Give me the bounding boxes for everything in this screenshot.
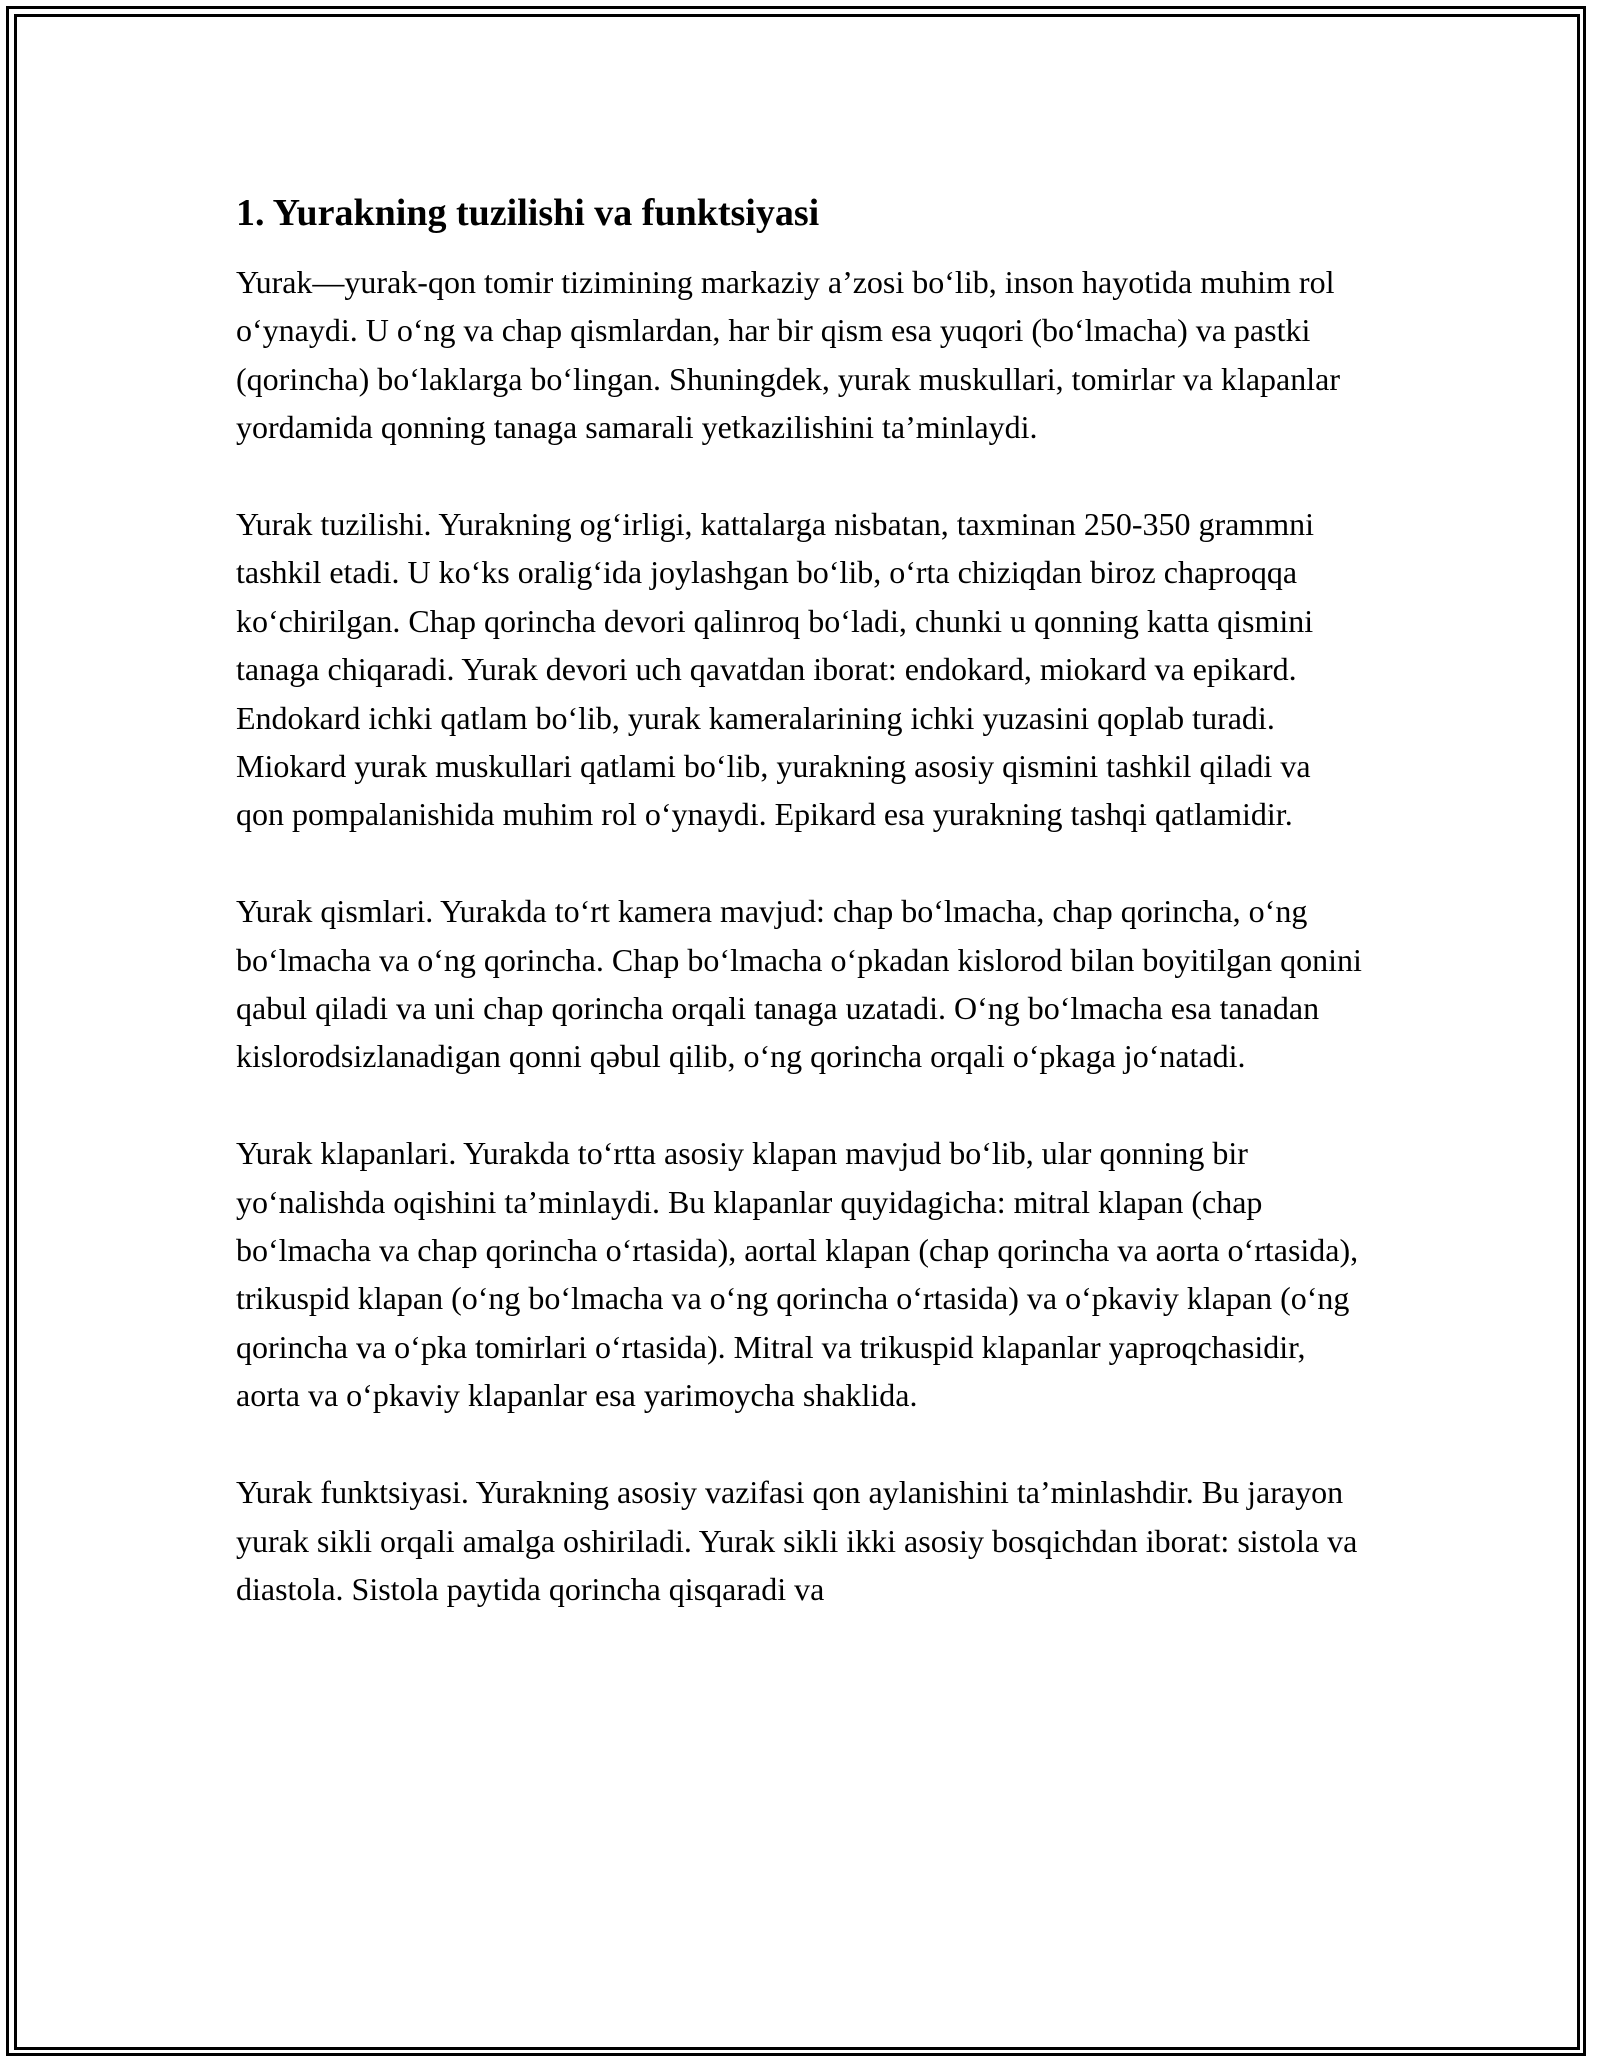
paragraph-intro: Yurak—yurak-qon tomir tizimining markaziy a’zosi bo‘lib, inson hayotida muhim rol o‘ynaydi. U o‘ng va chap qismlardan, har bir qism esa yuqori (bo‘lmacha) va pastki (qorincha) bo‘laklarga bo‘lingan. Shuningdek, yurak muskullari, tomirlar va klapanlar yordamida qonning tanaga samarali yetkazilishini ta’minlaydi.: [236, 264, 1340, 446]
document-body: [236, 188, 1366, 1613]
paragraph-chambers: Yurak qismlari. Yurakda to‘rt kamera mavjud: chap bo‘lmacha, chap qorincha, o‘ng bo‘lmacha va o‘ng qorincha. Chap bo‘lmacha o‘pkadan kislorod bilan boyitilgan qonini qabul qiladi va uni chap qorincha orqali tanaga uzatadi. O‘ng bo‘lmacha esa tanadan kislorodsizlanadigan qonni qəbul qilib, o‘ng qorincha orqali o‘pkaga jo‘natadi.: [236, 893, 1362, 1075]
paragraph-valves: Yurak klapanlari. Yurakda to‘rtta asosiy klapan mavjud bo‘lib, ular qonning bir yo‘nalishda oqishini ta’minlaydi. Bu klapanlar quyidagicha: mitral klapan (chap bo‘lmacha va chap qorincha o‘rtasida), aortal klapan (chap qorincha va aorta o‘rtasida), trikuspid klapan (o‘ng bo‘lmacha va o‘ng qorincha o‘rtasida) va o‘pkaviy klapan (o‘ng qorincha va o‘pka tomirlari o‘rtasida). Mitral va trikuspid klapanlar yaproqchasidir, aorta va o‘pkaviy klapanlar esa yarimoycha shaklida.: [236, 1135, 1359, 1414]
paragraph-structure: Yurak tuzilishi. Yurakning og‘irligi, kattalarga nisbatan, taxminan 250-350 grammni tashkil etadi. U ko‘ks oralig‘ida joylashgan bo‘lib, o‘rta chiziqdan biroz chaproqqa ko‘chirilgan. Chap qorincha devori qalinroq bo‘ladi, chunki u qonning katta qismini tanaga chiqaradi. Yurak devori uch qavatdan iborat: endokard, miokard va epikard. Endokard ichki qatlam bo‘lib, yurak kameralarining ichki yuzasini qoplab turadi. Miokard yurak muskullari qatlami bo‘lib, yurakning asosiy qismini tashkil qiladi va qon pompalanishida muhim rol o‘ynaydi. Epikard esa yurakning tashqi qatlamidir.: [236, 506, 1314, 833]
paragraph-function: Yurak funktsiyasi. Yurakning asosiy vazifasi qon aylanishini ta’minlashdir. Bu jarayon yurak sikli orqali amalga oshiriladi. Yurak sikli ikki asosiy bosqichdan iborat: sistola va diastola. Sistola paytida qorincha qisqaradi va: [236, 1474, 1358, 1607]
section-heading: 1. Yurakning tuzilishi va funktsiyasi: [236, 192, 820, 234]
